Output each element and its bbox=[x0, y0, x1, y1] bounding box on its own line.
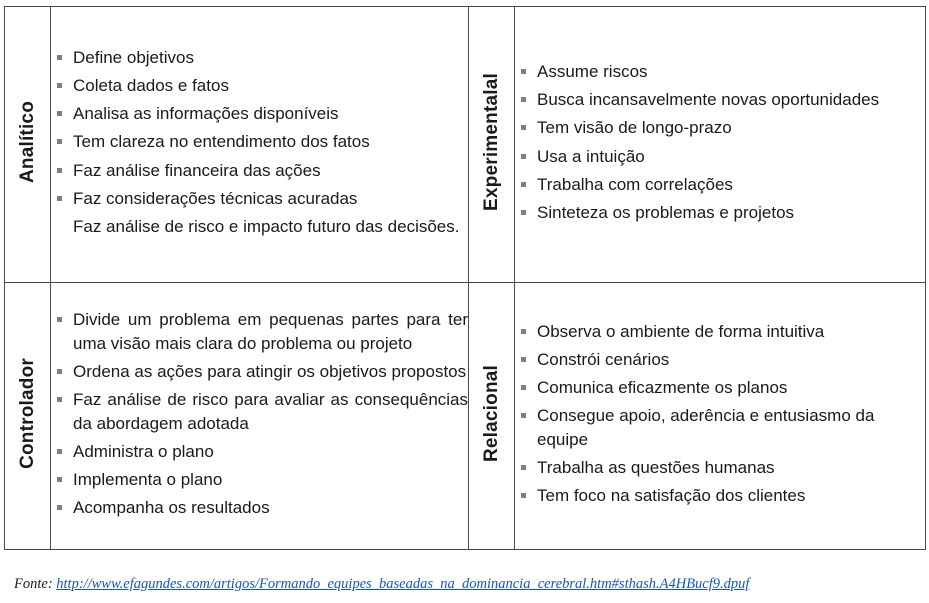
bullet-square-icon bbox=[521, 154, 526, 159]
bullet-list-controlador bbox=[51, 308, 468, 521]
list-item bbox=[51, 360, 468, 384]
bullet-square-icon bbox=[521, 385, 526, 390]
list-item-label: Usa a intuição bbox=[537, 146, 645, 166]
bullet-square-icon bbox=[521, 210, 526, 215]
bullet-list-analitico bbox=[51, 46, 468, 239]
list-item-label: Trabalha com correlações bbox=[537, 174, 733, 194]
list-item bbox=[51, 215, 468, 239]
quadrant-label-experimental-cell bbox=[469, 7, 515, 283]
bullet-square-icon bbox=[57, 83, 62, 88]
list-item-label: Comunica eficazmente os planos bbox=[537, 377, 788, 397]
list-item bbox=[515, 376, 925, 400]
list-item bbox=[515, 456, 925, 480]
list-item bbox=[515, 484, 925, 508]
list-item bbox=[515, 201, 925, 225]
quadrant-label-experimental: Experimentalal bbox=[481, 73, 502, 211]
list-item-label: Divide um problema em pequenas partes para ter uma visão mais clara do problema ou projeto bbox=[73, 309, 468, 353]
list-item-label: Assume riscos bbox=[537, 62, 648, 82]
list-item bbox=[51, 468, 468, 492]
list-item bbox=[51, 130, 468, 154]
bullet-list-experimental bbox=[515, 60, 925, 225]
bullet-square-icon bbox=[57, 196, 62, 201]
bullet-square-icon bbox=[521, 413, 526, 418]
list-item bbox=[515, 404, 925, 452]
list-item bbox=[515, 88, 925, 112]
bullet-square-icon bbox=[521, 357, 526, 362]
list-item-label: Faz análise de risco e impacto futuro das decisões. bbox=[73, 216, 460, 236]
bullet-square-icon bbox=[57, 477, 62, 482]
bullet-square-icon bbox=[57, 111, 62, 116]
list-item-label: Sinteteza os problemas e projetos bbox=[537, 202, 795, 222]
list-item-label: Busca incansavelmente novas oportunidades bbox=[537, 90, 880, 110]
list-item bbox=[515, 116, 925, 140]
list-item bbox=[51, 388, 468, 436]
bullet-square-icon bbox=[57, 449, 62, 454]
list-item-label: Trabalha as questões humanas bbox=[537, 458, 775, 478]
list-item bbox=[51, 46, 468, 70]
bullet-square-icon bbox=[521, 182, 526, 187]
bullet-square-icon bbox=[521, 125, 526, 130]
list-item-label: Constrói cenários bbox=[537, 349, 670, 369]
bullet-list-relacional bbox=[515, 320, 925, 509]
bullet-square-icon bbox=[57, 505, 62, 510]
matrix-row-bottom bbox=[5, 283, 926, 550]
source-label: Fonte: bbox=[14, 576, 53, 592]
list-item-label: Consegue apoio, aderência e entusiasmo da equipe bbox=[537, 405, 875, 450]
source-line bbox=[14, 576, 749, 593]
list-item-label: Implementa o plano bbox=[73, 470, 223, 490]
bullet-square-icon bbox=[521, 97, 526, 102]
source-link[interactable]: http://www.efagundes.com/artigos/Formando_equipes_baseadas_na_dominancia_cerebral.htm#sthash.A4HBucf9.dpuf bbox=[56, 576, 750, 592]
list-item-label: Observa o ambiente de forma intuitiva bbox=[537, 321, 825, 341]
list-item bbox=[51, 74, 468, 98]
list-item-label: Acompanha os resultados bbox=[73, 498, 270, 518]
brain-dominance-matrix bbox=[4, 6, 926, 550]
list-item-label: Tem clareza no entendimento dos fatos bbox=[73, 132, 370, 152]
bullet-square-icon bbox=[521, 329, 526, 334]
quadrant-table-page bbox=[0, 6, 929, 603]
bullet-square-icon bbox=[57, 369, 62, 374]
list-item-label: Faz análise de risco para avaliar as consequências da abordagem adotada bbox=[73, 389, 468, 433]
quadrant-content-relacional bbox=[515, 283, 926, 550]
bullet-square-icon bbox=[57, 397, 62, 402]
list-item-label: Administra o plano bbox=[73, 442, 214, 462]
bullet-square-icon bbox=[521, 465, 526, 470]
list-item bbox=[515, 145, 925, 169]
quadrant-label-controlador: Controlador bbox=[17, 358, 38, 469]
quadrant-label-relacional: Relacional bbox=[481, 364, 502, 463]
bullet-square-icon bbox=[57, 55, 62, 60]
bullet-square-icon bbox=[57, 168, 62, 173]
list-item bbox=[51, 308, 468, 356]
list-item bbox=[515, 348, 925, 372]
quadrant-label-analitico: Analítico bbox=[17, 100, 38, 184]
quadrant-content-experimental bbox=[515, 7, 926, 283]
bullet-square-icon bbox=[521, 69, 526, 74]
list-item-label: Faz considerações técnicas acuradas bbox=[73, 188, 358, 208]
list-item bbox=[51, 102, 468, 126]
quadrant-content-analitico bbox=[51, 7, 469, 283]
quadrant-label-relacional-cell bbox=[469, 283, 515, 550]
list-item-label: Analisa as informações disponíveis bbox=[73, 104, 339, 124]
quadrant-label-analitico-cell bbox=[5, 7, 51, 283]
bullet-square-icon bbox=[521, 493, 526, 498]
list-item bbox=[51, 496, 468, 520]
list-item bbox=[51, 187, 468, 211]
quadrant-content-controlador bbox=[51, 283, 469, 550]
list-item-label: Faz análise financeira das ações bbox=[73, 160, 321, 180]
list-item bbox=[51, 159, 468, 183]
list-item-label: Tem foco na satisfação dos clientes bbox=[537, 486, 806, 506]
list-item-label: Tem visão de longo-prazo bbox=[537, 118, 732, 138]
matrix-row-top bbox=[5, 7, 926, 283]
bullet-square-icon bbox=[57, 139, 62, 144]
list-item bbox=[515, 173, 925, 197]
list-item bbox=[51, 440, 468, 464]
quadrant-label-controlador-cell bbox=[5, 283, 51, 550]
list-item-label: Coleta dados e fatos bbox=[73, 76, 229, 96]
list-item bbox=[515, 320, 925, 344]
list-item-label: Define objetivos bbox=[73, 48, 194, 68]
list-item bbox=[515, 60, 925, 84]
bullet-square-icon bbox=[57, 317, 62, 322]
list-item-label: Ordena as ações para atingir os objetivos propostos bbox=[73, 361, 467, 381]
